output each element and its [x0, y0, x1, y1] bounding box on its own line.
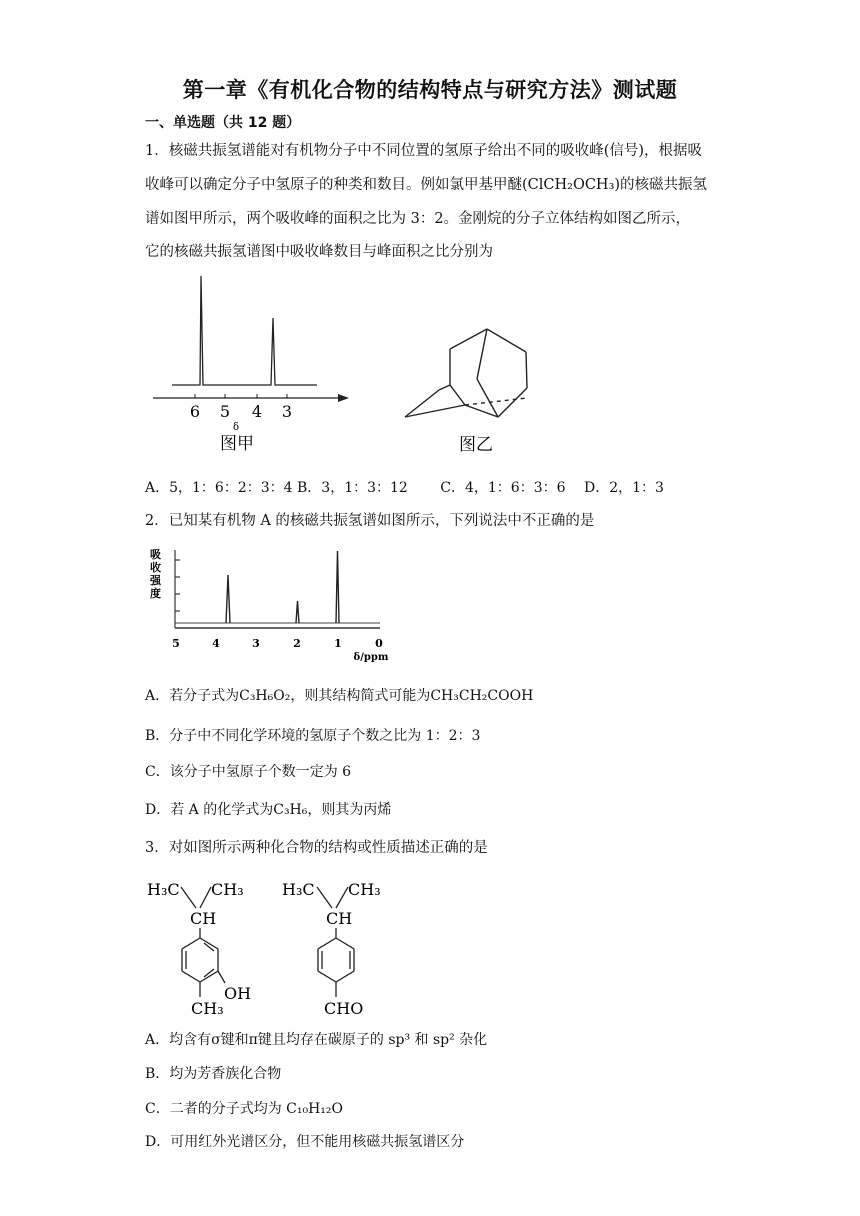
page-title: 第一章《有机化合物的结构特点与研究方法》测试题 [182, 78, 678, 102]
q2-option-b: B．分子中不同化学环境的氢原子个数之比为 1：2：3 [145, 728, 481, 744]
q3-stem: 3．对如图所示两种化合物的结构或性质描述正确的是 [145, 840, 488, 856]
spectrum-peaks [226, 551, 339, 623]
section-heading: 一、单选题（共 12 题） [145, 115, 301, 131]
figure-a-caption: 图甲 [220, 434, 254, 454]
y-label-char: 强 [150, 574, 161, 587]
tick-label: 4 [251, 402, 263, 421]
figure-q2-nmr-spectrum [145, 545, 390, 665]
q2-stem: 2．已知某有机物 A 的核磁共振氢谱如图所示，下列说法中不正确的是 [145, 513, 595, 529]
q2-option-a: A．若分子式为C₃H₆O₂，则其结构简式可能为CH₃CH₂COOH [145, 688, 534, 704]
ch3-bottom-label: CH₃ [191, 999, 224, 1018]
molecule-1-bonds [181, 887, 225, 997]
tick-label: 0 [375, 637, 383, 650]
tick-label: 5 [172, 637, 180, 650]
tick-label: 4 [212, 637, 220, 650]
figure-b-adamantane [395, 320, 555, 460]
figure-a-nmr-spectrum [145, 268, 360, 458]
q1-options: A．5，1：6：2：3：4 B．3，1：3：12 C．4，1：6：3：6 D．2，1：3 [145, 480, 664, 496]
x-axis-label: δ/ppm [353, 652, 389, 663]
axis-label: δ [232, 422, 240, 433]
q2-option-c: C．该分子中氢原子个数一定为 6 [145, 764, 352, 780]
ch3-label: CH₃ [211, 880, 244, 899]
adamantane-bonds [405, 329, 527, 417]
tick-label: 1 [334, 637, 342, 650]
q3-option-b: B．均为芳香族化合物 [145, 1066, 282, 1082]
q3-option-a: A．均含有σ键和π键且均存在碳原子的 sp³ 和 sp² 杂化 [145, 1032, 488, 1048]
tick-label: 5 [219, 402, 231, 421]
q1-line-1: 1．核磁共振氢谱能对有机物分子中不同位置的氢原子给出不同的吸收峰(信号)，根据吸 [145, 143, 703, 159]
spectrum-trace [172, 276, 317, 385]
molecule-2-bonds [317, 887, 354, 997]
tick-label: 3 [252, 637, 260, 650]
tick-label: 3 [281, 402, 293, 421]
molecule-2-structure [280, 875, 395, 1020]
q3-option-c: C．二者的分子式均为 C₁₀H₁₂O [145, 1101, 344, 1117]
q2-option-d: D．若 A 的化学式为C₃H₆，则其为丙烯 [145, 802, 392, 818]
figure-b-caption: 图乙 [459, 435, 493, 455]
y-ticks [175, 560, 180, 611]
h3c-label: H₃C [282, 880, 315, 899]
q1-line-3: 谱如图甲所示，两个吸收峰的面积之比为 3：2。金刚烷的分子立体结构如图乙所示， [145, 211, 691, 227]
q3-option-d: D．可用红外光谱区分，但不能用核磁共振氢谱区分 [145, 1134, 465, 1150]
axis-arrow-icon [338, 394, 349, 402]
cho-label: CHO [324, 999, 364, 1018]
q1-line-2: 收峰可以确定分子中氢原子的种类和数目。例如氯甲基甲醚(ClCH₂OCH₃)的核磁共振氢 [145, 177, 708, 193]
q1-line-4: 它的核磁共振氢谱图中吸收峰数目与峰面积之比分别为 [145, 244, 493, 260]
h3c-label: H₃C [147, 880, 180, 899]
ch-label: CH [326, 909, 353, 928]
y-label-char: 吸 [150, 548, 161, 561]
molecule-1-structure [145, 875, 260, 1020]
ch3-label: CH₃ [348, 880, 381, 899]
ch-label: CH [190, 909, 217, 928]
tick-label: 6 [189, 402, 201, 421]
y-label-char: 度 [150, 587, 161, 600]
tick-label: 2 [293, 637, 301, 650]
y-label-char: 收 [150, 561, 161, 574]
oh-label: OH [224, 984, 252, 1003]
